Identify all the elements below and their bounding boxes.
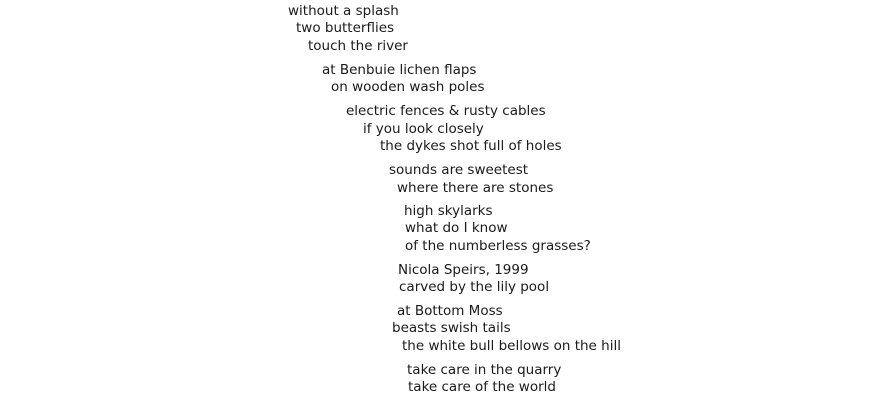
poem-line: two butterflies	[296, 20, 395, 36]
poem-line: if you look closely	[363, 121, 484, 137]
poem-line: where there are stones	[397, 180, 554, 196]
poem-line: at Bottom Moss	[397, 303, 503, 319]
poem-line: what do I know	[405, 220, 508, 236]
poem-line: on wooden wash poles	[331, 79, 485, 95]
poem-line: take care in the quarry	[407, 362, 562, 378]
poem-line: electric fences & rusty cables	[346, 103, 546, 119]
poem-line: at Benbuie lichen flaps	[322, 62, 477, 78]
poem-line: the white bull bellows on the hill	[402, 338, 621, 354]
poem-line: take care of the world	[408, 379, 556, 395]
poem-line: touch the river	[308, 38, 408, 54]
poem-line: sounds are sweetest	[389, 162, 529, 178]
poem-line: high skylarks	[404, 203, 493, 219]
poem-line: beasts swish tails	[392, 320, 511, 336]
poem-line: the dykes shot full of holes	[380, 138, 562, 154]
poem-line: of the numberless grasses?	[405, 238, 591, 254]
poem-line: Nicola Speirs, 1999	[398, 262, 529, 278]
poem-line: without a splash	[288, 3, 399, 19]
poem-line: carved by the lily pool	[399, 279, 550, 295]
